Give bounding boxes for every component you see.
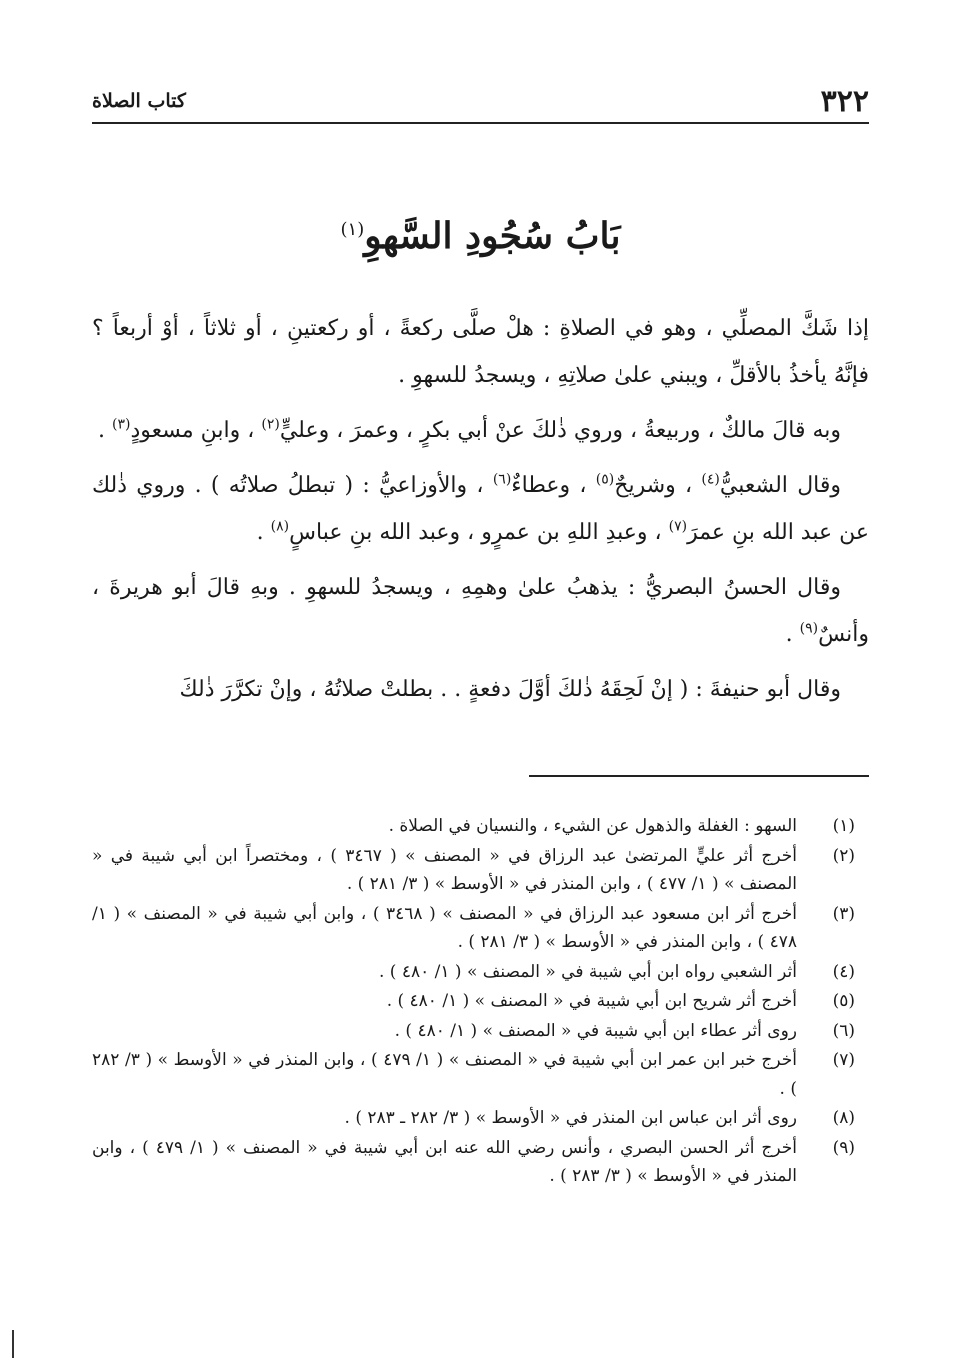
- footnote-text: أخرج خبر ابن عمر ابن أبي شيبة في « المصنف » ( ١/ ٤٧٩ ) ، وابن المنذر في « الأوسط » ( ٣/ ٢٨٢ ) .: [92, 1050, 798, 1099]
- footnote-number: (٥): [832, 991, 855, 1011]
- footnote: [92, 1046, 869, 1103]
- footnote-number: (٢): [832, 845, 855, 866]
- footnote-separator: [529, 775, 869, 777]
- paragraph: [92, 305, 869, 399]
- paragraph-text: .: [256, 520, 271, 545]
- footnote-text: روى أثر ابن عباس ابن المنذر في « الأوسط » ( ٣/ ٢٨٢ ـ ٢٨٣ ) .: [344, 1108, 797, 1128]
- book-title: كتاب الصلاة: [92, 90, 186, 112]
- footnotes: [92, 812, 869, 1192]
- footnote-ref[interactable]: (٥): [595, 471, 615, 488]
- paragraph: [92, 666, 869, 713]
- footnote-text: السهو : الغفلة والذهول عن الشيء ، والنسيان في الصلاة .: [388, 816, 797, 836]
- running-head: [92, 78, 869, 124]
- footnote-ref[interactable]: (٨): [270, 518, 290, 535]
- footnote-number: (٩): [832, 1137, 855, 1158]
- page-number: ٣٢٢: [820, 84, 869, 119]
- footnote-number: (٣): [832, 903, 855, 924]
- paragraph-text: .: [785, 622, 800, 647]
- footnote-text: أخرج أثر عليٍّ المرتضىٰ عبد الرزاق في « المصنف » ( ٣٤٦٧ ) ، ومختصراً ابن أبي شيبة في « المصنف » ( ١/ ٤٧٧ ) ، وابن المنذر في « الأوسط » ( ٣/ ٢٨١ ) .: [92, 845, 798, 894]
- footnote: [92, 1104, 869, 1133]
- footnote-text: أخرج أثر ابن مسعود عبد الرزاق في « المصنف » ( ٣٤٦٨ ) ، وابن أبي شيبة في « المصنف » ( ١/ ٤٧٨ ) ، وابن المنذر في « الأوسط » ( ٣/ ٢٨١ ) .: [92, 903, 797, 952]
- footnote-text: روى أثر عطاء ابن أبي شيبة في « المصنف » ( ١/ ٤٨٠ ) .: [394, 1020, 797, 1041]
- footnote-number: (٧): [832, 1050, 855, 1070]
- footnote-number: (١): [832, 816, 855, 836]
- footnote-ref[interactable]: (٦): [492, 471, 512, 488]
- footnote: [92, 1134, 869, 1191]
- paragraph-text: ، والأوزاعيُّ : ( تبطلُ صلاتُه ) . وروي ذٰلك عن عبد الله بنِ عمرَ: [92, 473, 869, 545]
- chapter-title: [0, 215, 961, 257]
- footnote: [92, 900, 869, 957]
- paragraph-text: ، وشريحٌ: [614, 473, 702, 498]
- paragraph-text: وبه قالَ مالكٌ ، وربيعةُ ، وروي ذٰلكَ عنْ أبي بكرٍ ، وعمرَ ، وعليٍّ: [279, 418, 841, 443]
- footnote-ref[interactable]: (٩): [799, 620, 819, 637]
- footnote: [92, 812, 869, 841]
- footnote-text: أثر الشعبي رواه ابن أبي شيبة في « المصنف » ( ١/ ٤٨٠ ) .: [379, 961, 797, 982]
- footnote-ref[interactable]: (٧): [668, 518, 688, 535]
- footnote-ref[interactable]: (٤): [701, 471, 720, 488]
- footnote: [92, 842, 869, 899]
- paragraph-text: إذا شَكَّ المصلِّي ، وهو في الصلاةِ : هلْ صلَّى ركعةً ، أو ركعتينِ ، أو ثلاثاً ، أوْ أربعاً ؟ فإنَّهُ يأخذُ بالأقلِّ ، ويبني علىٰ صلاتِهِ ، ويسجدُ للسهوِ .: [92, 316, 869, 388]
- footnote-ref[interactable]: (٢): [261, 416, 280, 433]
- paragraph-text: ، وعطاءٌ: [511, 473, 596, 498]
- footnote-number: (٨): [832, 1108, 855, 1128]
- chapter-title-text: بَابُ سُجُودِ السَّهوِ: [364, 215, 621, 257]
- paragraph-text: ، وابنِ مسعودٍ: [130, 418, 262, 443]
- footnote-text: أخرج أثر الحسن البصري ، وأنس رضي الله عنه ابن أبي شيبة في « المصنف » ( ١/ ٤٧٩ ) ، وابن المنذر في « الأوسط » ( ٣/ ٢٨٣ ) .: [92, 1137, 798, 1186]
- paragraph: [92, 564, 869, 658]
- paragraph-text: وقال أبو حنيفةَ : ( إنْ لَحِقَهُ ذٰلكَ أوَّلَ دفعةٍ . . بطلتْ صلاتُهُ ، وإنْ تكرَّرَ ذٰلكَ: [179, 677, 841, 702]
- paragraph: [92, 462, 869, 556]
- footnote-number: (٤): [832, 961, 855, 982]
- footnote-number: (٦): [832, 1020, 855, 1041]
- paragraph: [92, 407, 869, 454]
- footnote: [92, 987, 869, 1016]
- footnote: [92, 1017, 869, 1046]
- footnote: [92, 958, 869, 987]
- footnote-text: أخرج أثر شريح ابن أبي شيبة في « المصنف » ( ١/ ٤٨٠ ) .: [386, 991, 797, 1011]
- chapter-footnote-ref[interactable]: (١): [340, 219, 365, 240]
- paragraph-text: .: [98, 418, 113, 443]
- paragraph-text: وقال الحسنُ البصريُّ : يذهبُ علىٰ وهمِهِ ، ويسجدُ للسهوِ . وبهِ قالَ أبو هريرةَ ، وأنسٌ: [92, 575, 869, 647]
- paragraph-text: ، وعبدِ اللهِ بن عمرٍو ، وعبد الله بنِ عباسٍ: [289, 520, 669, 545]
- footnote-ref[interactable]: (٣): [112, 416, 131, 433]
- main-text: [92, 305, 869, 721]
- margin-mark: [12, 1330, 14, 1358]
- paragraph-text: وقال الشعبيُّ: [719, 473, 842, 498]
